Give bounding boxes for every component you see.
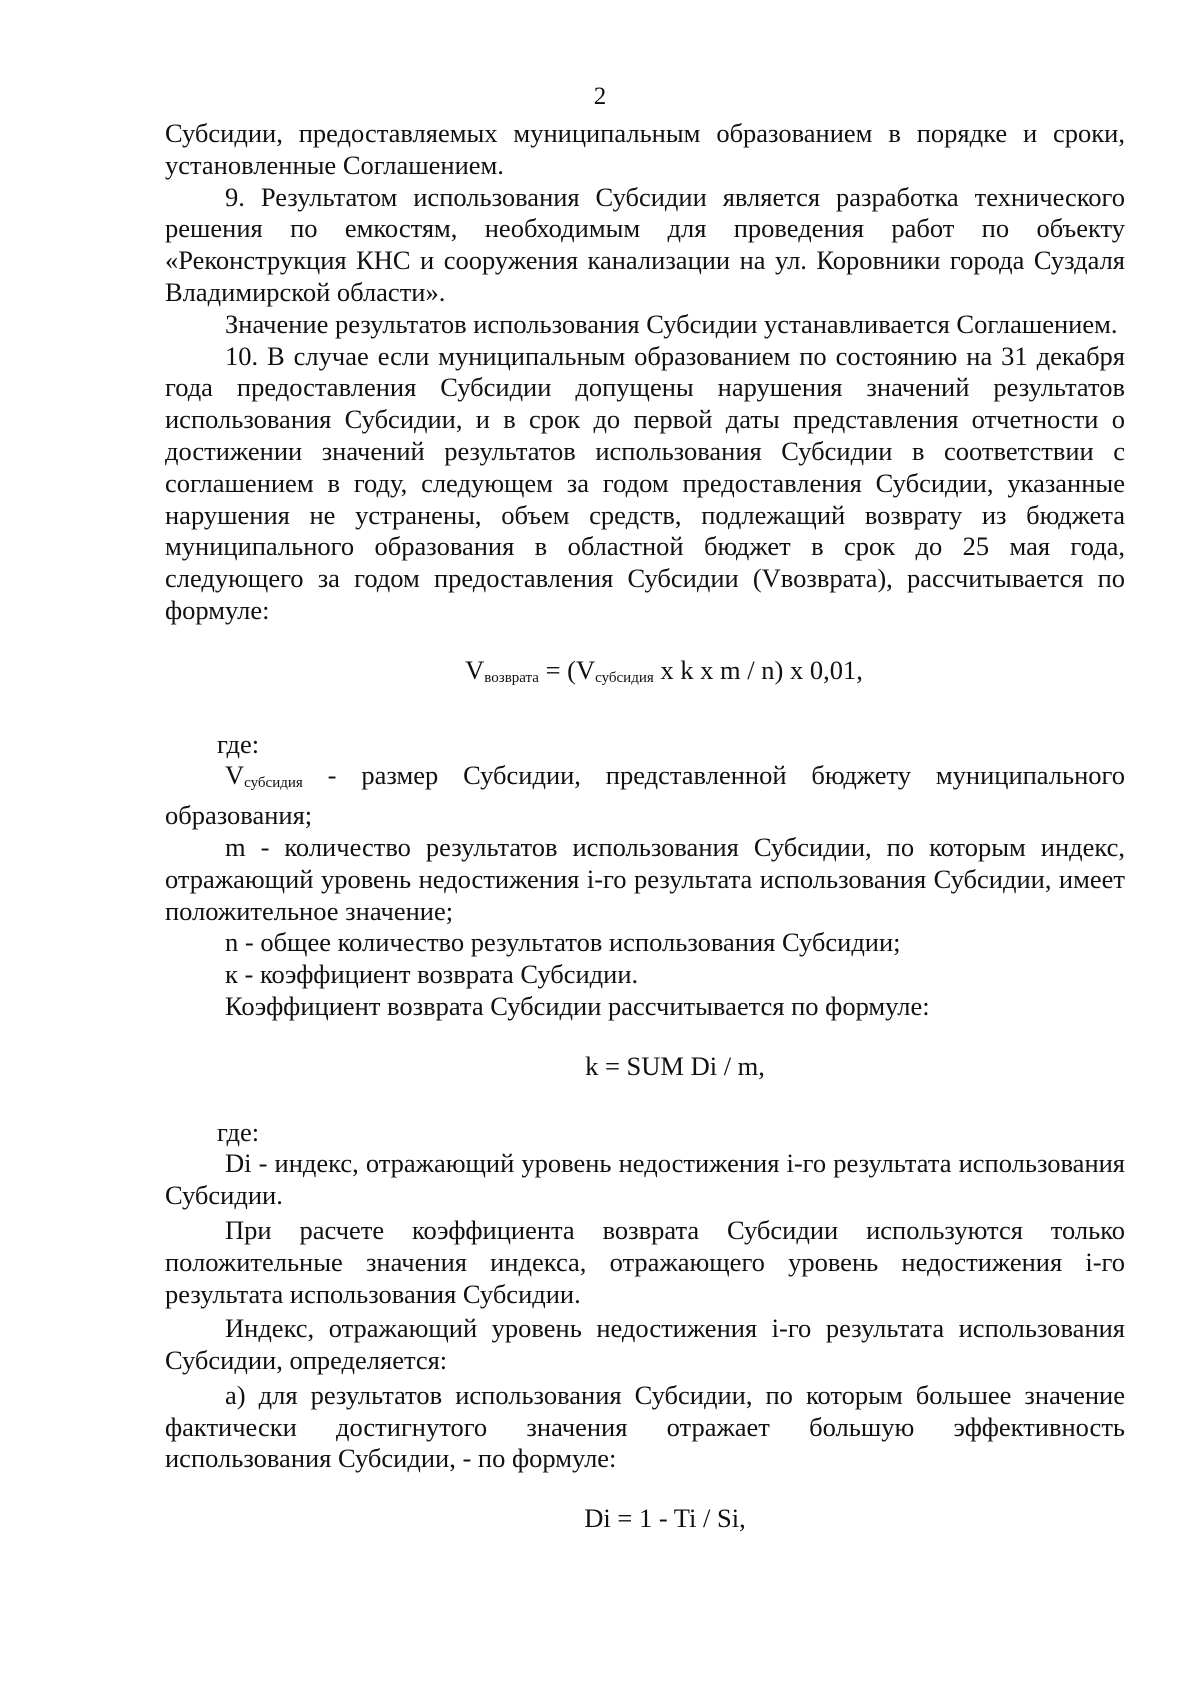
formula-di: Di = 1 - Ti / Si, — [584, 1503, 746, 1534]
paragraph-9: 9. Результатом использования Субсидии является разработка технического решения по емкостям, необходимым для проведения работ по объекту «Реконструкция КНС и сооружения канализации на ул. Коровники города Суздаля Владимирской области». — [165, 181, 1125, 307]
paragraph-calc-note: При расчете коэффициента возврата Субсидии используются только положительные значения индекса, отражающего уровень недостижения i-го результата использования Субсидии. — [165, 1214, 1125, 1309]
paragraph-result-value: Значение результатов использования Субсидии устанавливается Соглашением. — [225, 308, 1118, 339]
document-body — [165, 118, 1125, 1535]
definition-k: к - коэффициент возврата Субсидии. — [225, 959, 639, 990]
paragraph-10: 10. В случае если муниципальным образованием по состоянию на 31 декабря года предоставления Субсидии допущены нарушения значений результатов использования Субсидии, и в срок до первой даты представления отчетности о достижении значений результатов использования Субсидии в соответствии с соглашением в году, следующем за годом предоставления Субсидии, указанные нарушения не устранены, объем средств, подлежащий возврату из бюджета муниципального образования в областной бюджет в срок до 25 мая года, следующего за годом предоставления Субсидии (Vвозврата), рассчитывается по формуле: — [165, 340, 1125, 625]
definition-v-text: - размер Субсидии, представленной бюджету муниципального образования; — [165, 760, 1125, 831]
formula-sub-refund: возврата — [484, 669, 539, 686]
definition-v-sub: субсидия — [244, 775, 303, 792]
definition-n: n - общее количество результатов использования Субсидии; — [225, 927, 901, 958]
paragraph-a: а) для результатов использования Субсидии, по которым большее значение фактически достигнутого значения отражает большую эффективность использования Субсидии, - по формуле: — [165, 1379, 1125, 1474]
definition-m: m - количество результатов использования Субсидии, по которым индекс, отражающий уровень недостижения i-го результата использования Субсидии, имеет положительное значение; — [165, 831, 1125, 926]
paragraph-continuation: Субсидии, предоставляемых муниципальным образованием в порядке и сроки, установленные Соглашением. — [165, 118, 1125, 180]
formula-refund-volume — [165, 655, 1125, 695]
definition-di: Di - индекс, отражающий уровень недостижения i-го результата использования Субсидии. — [165, 1148, 1125, 1211]
formula-v: V — [465, 654, 485, 685]
formula-k: k = SUM Di / m, — [585, 1050, 765, 1081]
definition-v-subsidy: $V_{субсидия}$ - размер Субсидии, представленной бюджету муниципального образования; — [165, 760, 1125, 831]
formula-mid: = (V — [538, 654, 596, 685]
page-number: 2 — [593, 83, 607, 110]
formula-rest: x k x m / n) x 0,01, — [653, 654, 863, 685]
where-label-2: где: — [217, 1116, 260, 1147]
where-label-1: где: — [217, 728, 260, 759]
formula-sub-subsidy: субсидия — [595, 669, 654, 686]
k-formula-intro: Коэффициент возврата Субсидии рассчитывается по формуле: — [225, 990, 930, 1021]
paragraph-index-intro: Индекс, отражающий уровень недостижения i-го результата использования Субсидии, определяется: — [165, 1313, 1125, 1376]
